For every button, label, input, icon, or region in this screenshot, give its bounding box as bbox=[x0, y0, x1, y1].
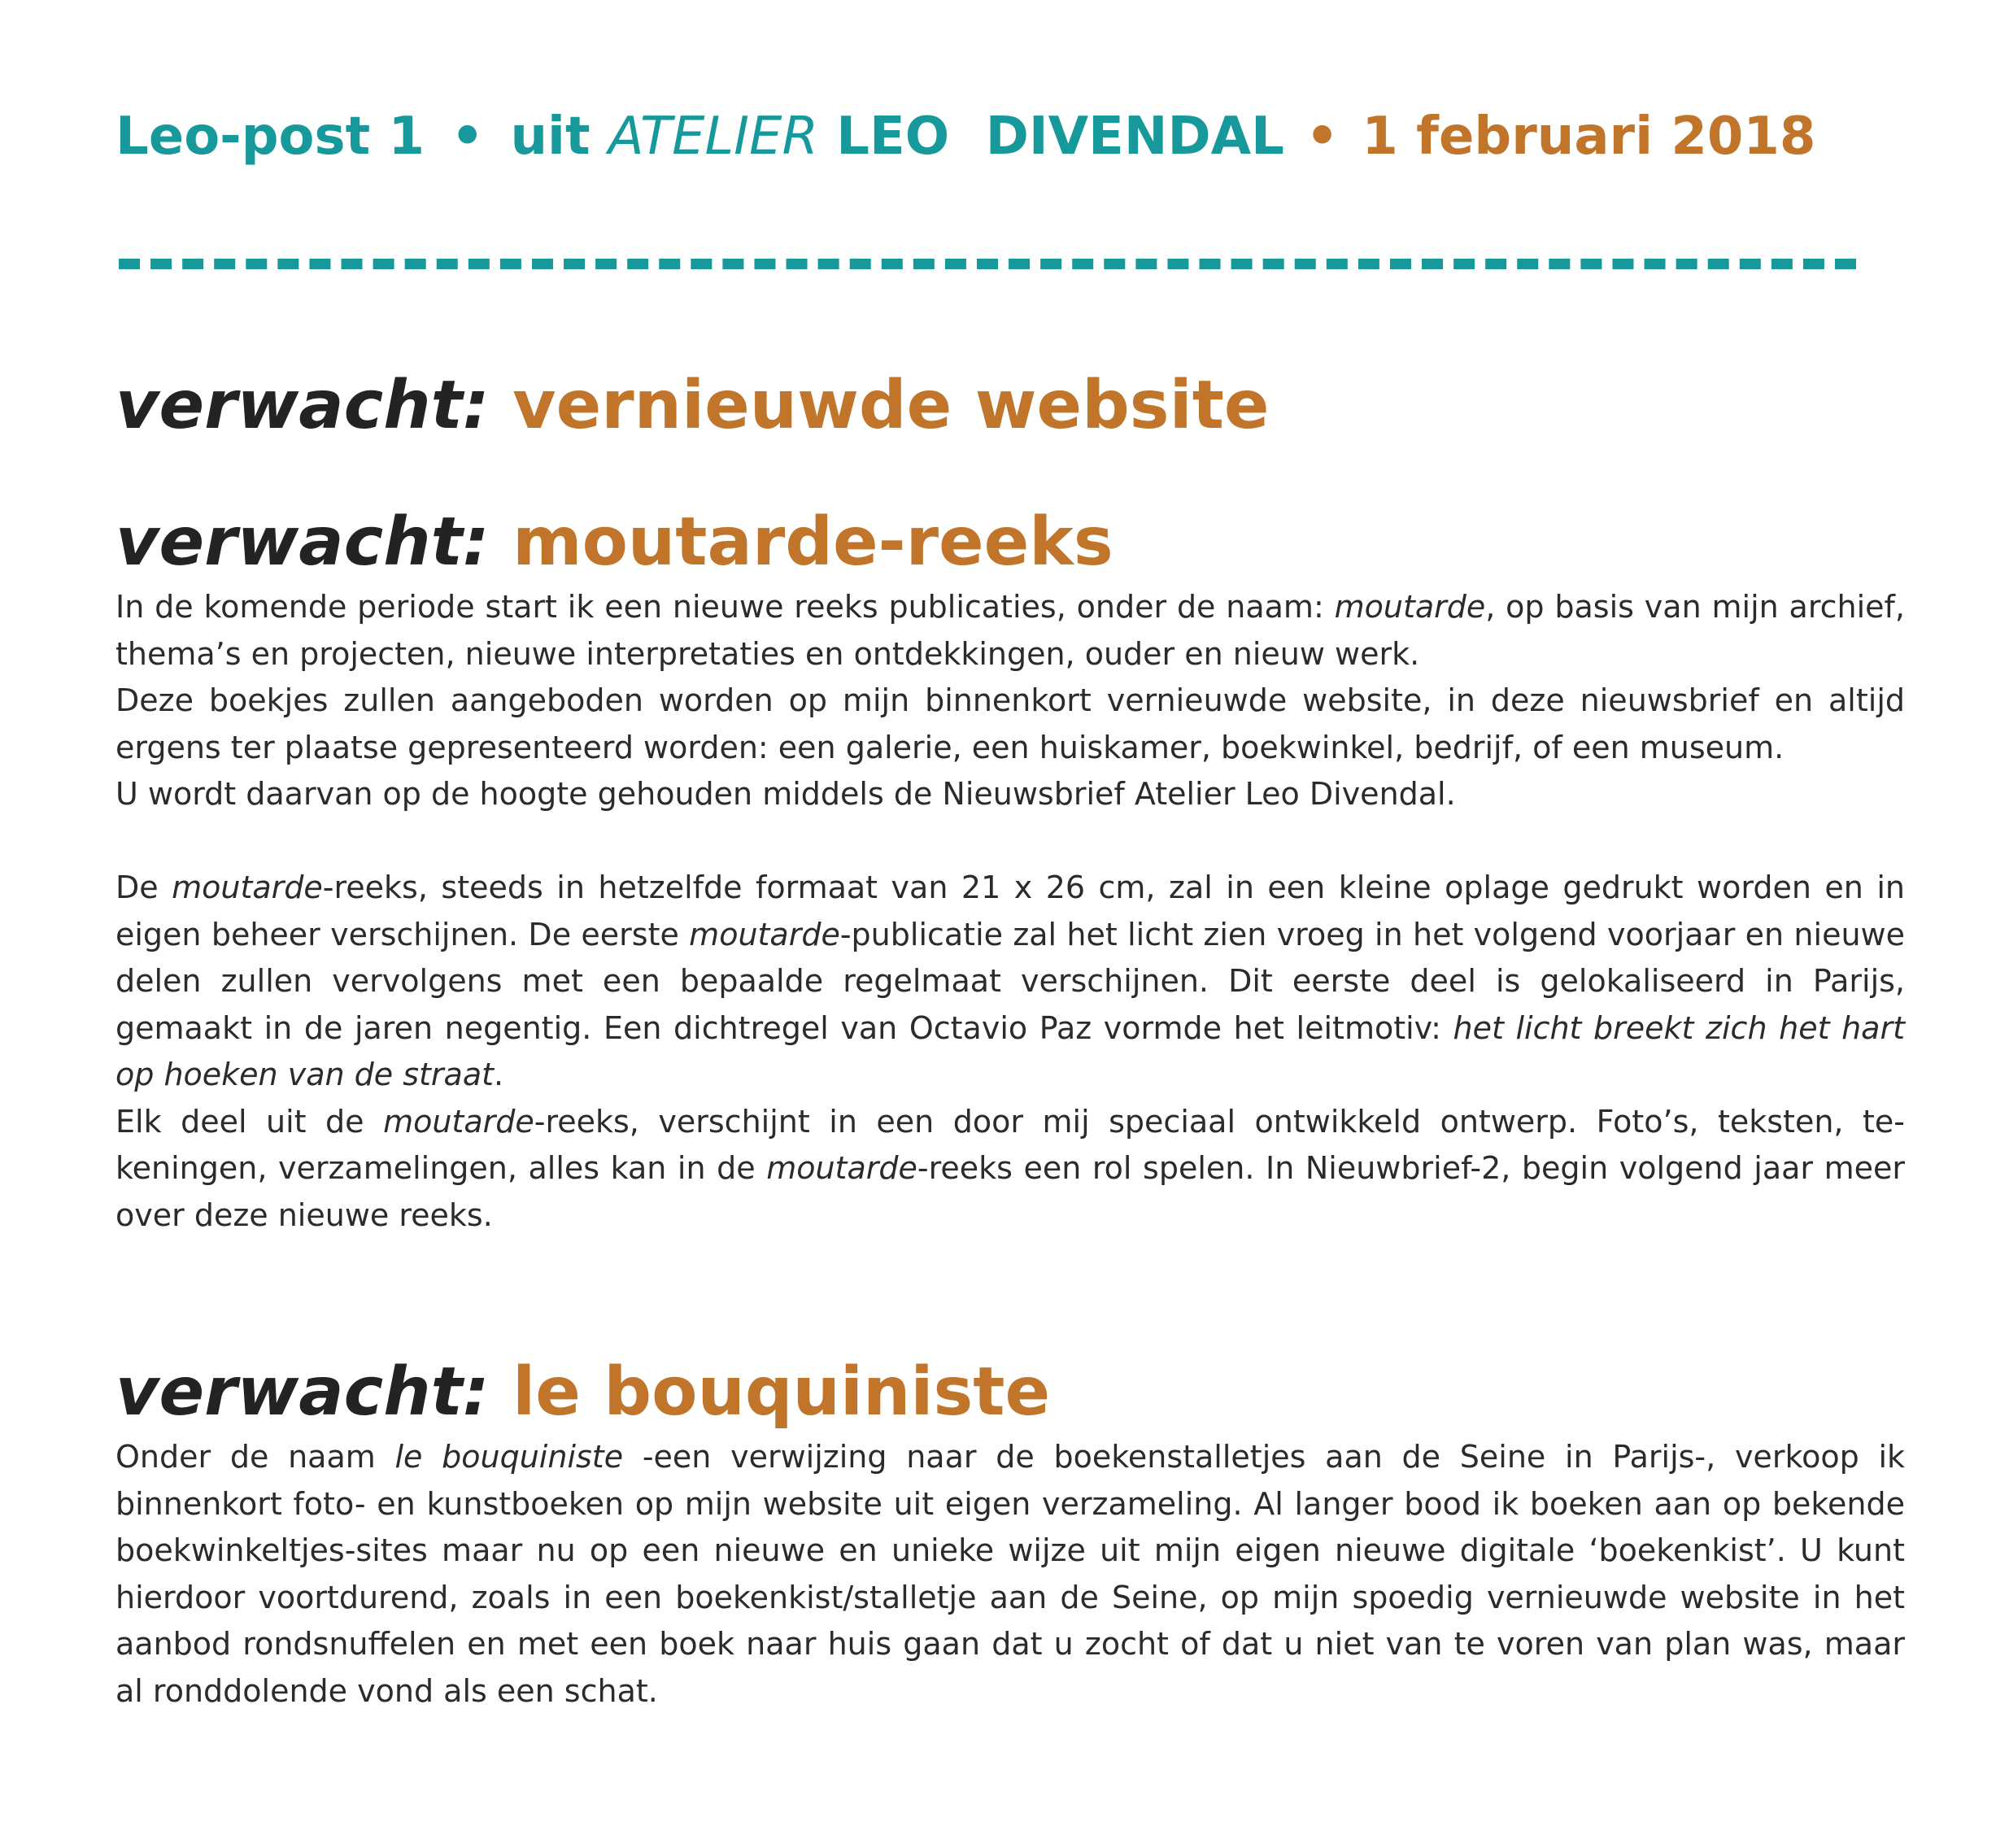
section-bouquiniste bbox=[115, 1354, 1905, 1715]
section-body bbox=[115, 1434, 1905, 1715]
section-heading: le bouquiniste bbox=[512, 1353, 1051, 1431]
masthead-uit: uit bbox=[510, 107, 590, 167]
masthead-date: 1 februari 2018 bbox=[1362, 107, 1816, 167]
section-moutarde bbox=[115, 504, 1905, 1239]
section-title bbox=[115, 368, 1905, 444]
paragraph-gap bbox=[115, 818, 1905, 865]
emphasis: moutarde bbox=[689, 916, 840, 952]
text-run: In de komende periode start ik een nieuwe reeks publicaties, onder de naam: bbox=[115, 589, 1335, 625]
text-run: De bbox=[115, 870, 172, 906]
paragraph bbox=[115, 865, 1905, 1099]
emphasis: moutarde bbox=[766, 1150, 917, 1187]
section-body bbox=[115, 584, 1905, 1239]
emphasis: moutarde bbox=[383, 1103, 534, 1140]
section-lead: verwacht: bbox=[115, 1353, 490, 1431]
section-lead: verwacht: bbox=[115, 367, 490, 444]
text-run: -reeks een rol spelen. In Nieuwbrief-2, begin volgend jaar meer over deze nieuwe reeks. bbox=[115, 1150, 1905, 1233]
paragraph: U wordt daarvan op de hoogte gehouden middels de Nieuwsbrief Atelier Leo Divendal. bbox=[115, 776, 1456, 813]
text-run: -reeks, steeds in hetzelfde formaat van 21 x 26 cm, zal in een kleine oplage gedrukt worden en in eigen beheer verschijnen. De eerste bbox=[115, 870, 1905, 952]
section-title bbox=[115, 504, 1905, 581]
paragraph bbox=[115, 1434, 1905, 1715]
masthead bbox=[115, 106, 1864, 168]
text-run: , op basis van mijn archief, thema’s en projecten, nieuwe interpretaties en ontdekkingen, ouder en nieuw werk. bbox=[115, 589, 1905, 672]
text-run: . bbox=[494, 1057, 504, 1093]
dashed-divider bbox=[119, 259, 1856, 269]
emphasis: le bouquiniste bbox=[394, 1439, 624, 1475]
section-lead: verwacht: bbox=[115, 503, 490, 581]
masthead-separator-2: • bbox=[1305, 107, 1340, 167]
masthead-post: Leo-post 1 bbox=[115, 107, 425, 167]
masthead-name: LEO DIVENDAL bbox=[836, 107, 1284, 167]
text-run: Elk deel uit de bbox=[115, 1103, 384, 1140]
text-run: -publicatie zal het licht zien vroeg in het volgend voorjaar en nieuwe delen zullen vervolgens met een bepaalde regelmaat verschijnen. Dit eerste deel is gelokaliseerd in Parijs, gemaakt in de jaren negentig. Een dichtregel van Octavio Paz vormde het leitmotiv: bbox=[115, 916, 1905, 1046]
section-heading: vernieuwde website bbox=[512, 367, 1270, 444]
text-run: Onder de naam bbox=[115, 1439, 395, 1475]
emphasis: het licht breekt zich het hart op hoeken van de straat bbox=[115, 1009, 1905, 1093]
paragraph bbox=[115, 584, 1905, 678]
text-run: -een verwijzing naar de boekenstalletjes aan de Seine in Parijs-, verkoop ik binnenkort foto- en kunstboeken op mijn website uit eigen verzameling. Al langer bood ik boeken aan op bekende boekwinkeltjes-sites maar nu op een nieuwe en unieke wijze uit mijn eigen nieuwe digitale ‘boekenkist’. U kunt hierdoor voortdurend, zoals in een boekenkist/stalletje aan de Seine, op mijn spoedig vernieuwde website in het aanbod rondsnuffelen en met een boek naar huis gaan dat u zocht of dat u niet van te voren van plan was, maar al ronddolende vond als een schat. bbox=[115, 1439, 1906, 1709]
emphasis: moutarde bbox=[172, 870, 323, 906]
section-title bbox=[115, 1354, 1905, 1431]
masthead-separator: • bbox=[451, 107, 485, 167]
section-heading: moutarde-reeks bbox=[512, 503, 1113, 581]
emphasis: moutarde bbox=[1334, 589, 1486, 625]
section-website bbox=[115, 368, 1905, 444]
text-run: -reeks, verschijnt in een door mij speciaal ontwikkeld ontwerp. Foto’s, teksten, tekeningen, verzamelingen, alles kan in de bbox=[115, 1103, 1905, 1187]
paragraph: Deze boekjes zullen aangeboden worden op mijn binnenkort vernieuwde website, in deze nieuwsbrief en altijd ergens ter plaatse gepresenteerd worden: een galerie, een huiskamer, boekwinkel, bedrijf, of een museum. bbox=[115, 682, 1905, 765]
paragraph bbox=[115, 1099, 1905, 1240]
masthead-atelier: ATELIER bbox=[608, 107, 818, 167]
